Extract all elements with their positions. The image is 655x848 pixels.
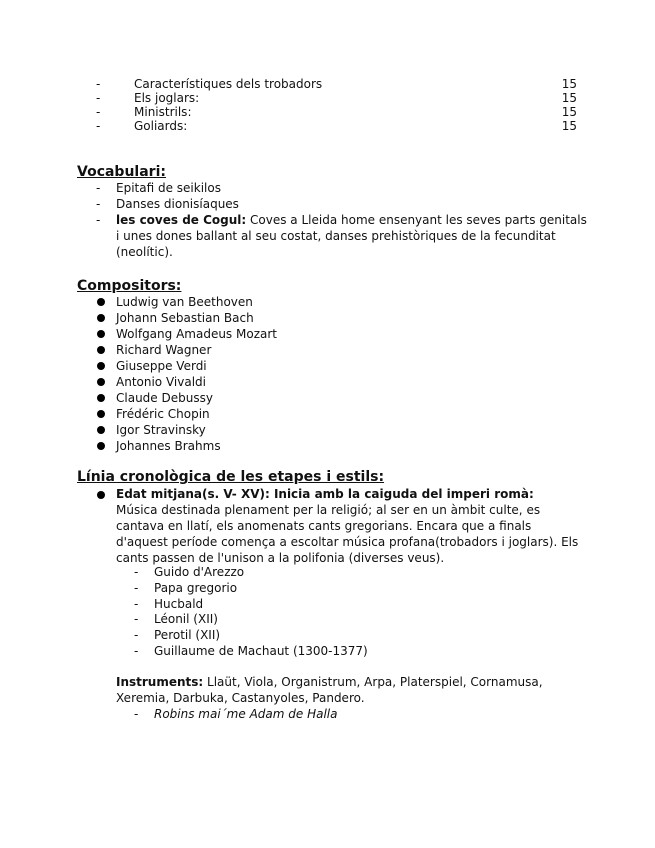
robins-item: Robins mai´me Adam de Halla [154,707,338,721]
composer-item: Wolfgang Amadeus Mozart [116,327,277,341]
composer-item: Ludwig van Beethoven [116,295,253,309]
person-dash: - [134,628,139,642]
person-item: Guido d'Arezzo [154,565,245,579]
bullet-icon [97,442,105,450]
instruments-list: Xeremia, Darbuka, Castanyoles, Pandero. [116,691,365,705]
bullet-icon [97,426,105,434]
instruments-line [116,674,543,690]
toc-item: Goliards: [134,119,188,133]
composer-item: Richard Wagner [116,343,212,357]
bullet-icon [97,314,105,322]
composer-item: Claude Debussy [116,391,213,405]
cogul-definition: (neolític). [116,245,173,259]
edat-mitjana-title: Edat mitjana(s. V- XV): Inicia amb la caiguda del imperi romà: [116,487,534,501]
bullet-icon [97,378,105,386]
toc-dash: - [96,119,101,133]
bullet-icon [97,394,105,402]
cogul-term: les coves de Cogul: [116,213,247,227]
instruments-list: Llaüt, Viola, Organistrum, Arpa, Platerspiel, Cornamusa, [203,675,543,689]
vocab-dash: - [96,213,101,227]
composer-item: Frédéric Chopin [116,407,210,421]
vocab-item: Epitafi de seikilos [116,181,221,195]
vocab-item: Danses dionisíaques [116,197,239,211]
toc-page-number: 15 [561,91,577,105]
cogul-definition: i unes dones ballant al seu costat, danses prehistòriques de la fecunditat [116,229,556,243]
bullet-icon [97,330,105,338]
person-item: Guillaume de Machaut (1300-1377) [154,644,368,658]
bullet-icon [97,362,105,370]
toc-page-number: 15 [561,119,577,133]
toc-item: Els joglars: [134,91,200,105]
vocabulari-heading: Vocabulari: [77,164,166,180]
cogul-definition: Coves a Lleida home ensenyant les seves parts genitals [246,213,587,227]
toc-dash: - [96,91,101,105]
bullet-icon [97,346,105,354]
composer-item: Giuseppe Verdi [116,359,207,373]
person-dash: - [134,581,139,595]
person-item: Perotil (XII) [154,628,221,642]
edat-mitjana-text: d'aquest període comença a escoltar música profana(trobadors i joglars). Els [116,535,579,549]
toc-dash: - [96,105,101,119]
toc-item: Ministrils: [134,105,192,119]
person-dash: - [134,644,139,658]
toc-dash: - [96,77,101,91]
composer-item: Antonio Vivaldi [116,375,206,389]
bullet-icon [97,491,105,499]
edat-mitjana-text: Música destinada plenament per la religió; al ser en un àmbit culte, es [116,503,541,517]
person-item: Léonil (XII) [154,612,218,626]
person-item: Papa gregorio [154,581,238,595]
instruments-label: Instruments: [116,675,204,689]
composer-item: Johann Sebastian Bach [116,311,254,325]
composer-item: Johannes Brahms [116,439,221,453]
vocab-dash: - [96,181,101,195]
edat-mitjana-text: cantava en llatí, els anomenats cants gregorians. Encara que a finals [116,519,532,533]
edat-mitjana-text: cants passen de l'unison a la polifonia (diverses veus). [116,551,445,565]
robins-dash: - [134,707,139,721]
toc-item: Característiques dels trobadors [134,77,323,91]
vocab-item-cogul [116,212,587,228]
bullet-icon [97,298,105,306]
vocab-dash: - [96,197,101,211]
compositors-heading: Compositors: [77,278,182,294]
person-dash: - [134,597,139,611]
person-item: Hucbald [154,597,204,611]
bullet-icon [97,410,105,418]
toc-page-number: 15 [561,77,577,91]
linia-heading: Línia cronològica de les etapes i estils: [77,469,385,485]
person-dash: - [134,612,139,626]
composer-item: Igor Stravinsky [116,423,206,437]
person-dash: - [134,565,139,579]
toc-page-number: 15 [561,105,577,119]
